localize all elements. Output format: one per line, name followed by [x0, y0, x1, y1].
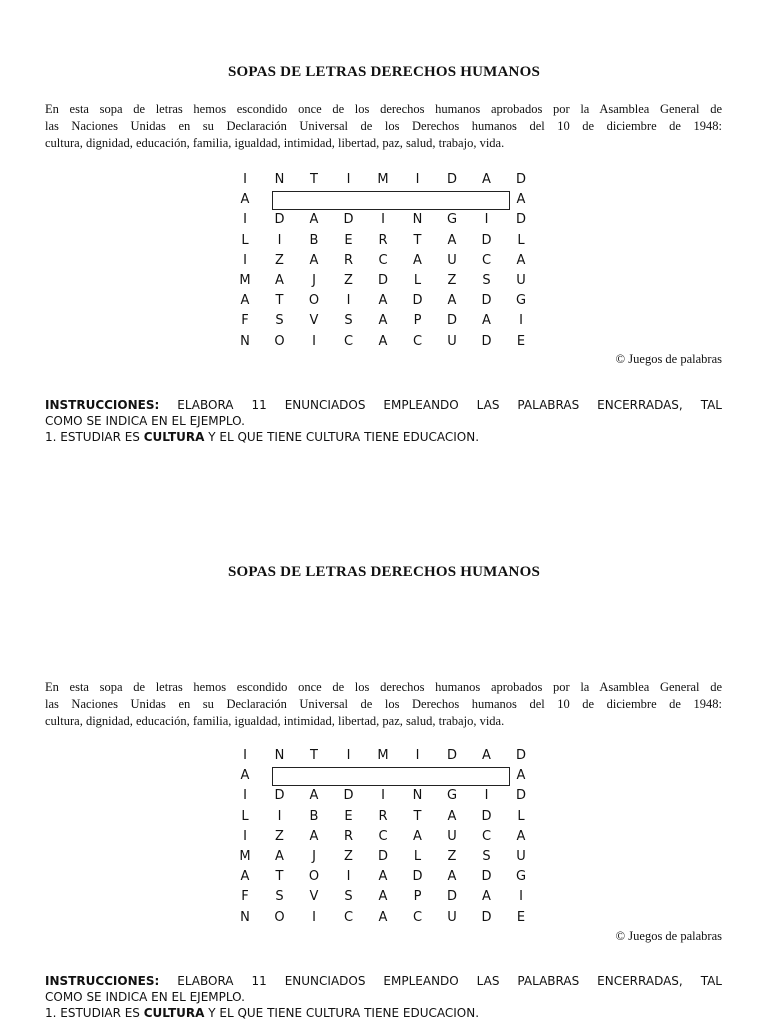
grid-letter: I	[277, 808, 282, 824]
grid-letter: V	[309, 889, 319, 905]
grid-letter: N	[240, 333, 250, 349]
grid-letter: N	[274, 172, 285, 187]
grid-row	[228, 332, 540, 352]
grid-letter: S	[275, 889, 284, 905]
grid-letter: D	[446, 748, 457, 763]
grid-letter: N	[412, 788, 423, 804]
grid-letter: A	[447, 869, 457, 885]
grid-letter: A	[309, 788, 319, 804]
answer-box	[272, 767, 511, 786]
grid-row	[228, 231, 540, 251]
grid-letter: S	[344, 889, 353, 905]
grid-letter: D	[515, 748, 526, 763]
grid-row	[228, 291, 540, 311]
grid-letter: O	[274, 909, 285, 925]
grid-letter: R	[343, 252, 354, 268]
grid-row	[228, 251, 540, 271]
grid-letter: N	[412, 212, 423, 228]
grid-letter: T	[275, 293, 284, 309]
grid-letter: G	[515, 293, 527, 309]
grid-row	[228, 271, 540, 291]
grid-letter: I	[484, 212, 489, 228]
intro-line: cultura, dignidad, educación, familia, igualdad, intimidad, libertad, paz, salud, trabajo, vida.	[45, 136, 505, 150]
grid-letter: C	[412, 909, 423, 925]
grid-letter: O	[308, 293, 320, 309]
grid-letter: L	[241, 232, 249, 248]
copyright-note: © Juegos de palabras	[615, 352, 722, 366]
page-title: SOPAS DE LETRAS DERECHOS HUMANOS	[227, 64, 540, 80]
grid-letter: I	[312, 909, 316, 925]
grid-letter: B	[309, 808, 319, 824]
grid-letter: D	[446, 889, 457, 905]
grid-letter: D	[274, 212, 285, 228]
grid-letter: I	[346, 293, 351, 309]
grid-letter: A	[378, 869, 388, 885]
grid-letter: A	[378, 333, 388, 349]
grid-letter: T	[413, 808, 422, 824]
grid-letter: A	[240, 192, 250, 208]
grid-letter: S	[482, 273, 491, 288]
grid-row	[228, 170, 540, 190]
example-bold-word: CULTURA	[143, 1006, 205, 1020]
grid-row	[228, 807, 540, 827]
grid-letter: U	[516, 273, 526, 288]
grid-letter: D	[481, 333, 492, 349]
grid-letter: D	[412, 869, 423, 885]
grid-letter: D	[481, 869, 492, 885]
instructions	[45, 397, 722, 445]
grid-letter: A	[378, 889, 388, 905]
grid-letter: U	[447, 252, 457, 268]
example-line	[45, 429, 722, 445]
grid-letter: I	[346, 869, 351, 885]
grid-letter: C	[378, 252, 388, 268]
grid-letter: G	[515, 869, 527, 885]
instructions-line	[45, 397, 722, 413]
grid-letter: D	[515, 212, 526, 228]
example-prefix: 1. ESTUDIAR ES	[45, 430, 144, 444]
grid-letter: C	[481, 828, 492, 844]
grid-letter: I	[519, 313, 523, 329]
grid-letter: A	[309, 252, 319, 268]
grid-letter: A	[413, 252, 422, 268]
grid-letter: V	[309, 313, 319, 329]
grid-letter: A	[447, 808, 457, 824]
grid-row	[228, 847, 540, 867]
grid-letter: C	[481, 252, 492, 268]
grid-letter: A	[275, 849, 284, 864]
grid-letter: S	[482, 849, 491, 864]
grid-letter: A	[482, 313, 491, 329]
grid-letter: E	[344, 232, 353, 248]
grid-row	[228, 867, 540, 887]
grid-letter: D	[377, 849, 388, 864]
intro-paragraph	[45, 679, 722, 730]
grid-letter: A	[275, 273, 284, 288]
grid-letter: L	[241, 808, 249, 824]
grid-letter: A	[413, 828, 422, 844]
grid-letter: D	[274, 788, 285, 804]
grid-letter: D	[481, 808, 492, 824]
answer-box	[272, 191, 511, 210]
grid-letter: S	[275, 313, 284, 329]
grid-letter: I	[415, 748, 420, 763]
grid-letter: A	[482, 889, 491, 905]
grid-letter: I	[346, 748, 351, 763]
grid-letter: I	[243, 252, 247, 268]
grid-letter: I	[519, 889, 523, 905]
grid-letter: I	[381, 788, 385, 804]
instructions-label: INSTRUCCIONES:	[45, 974, 160, 988]
grid-letter: A	[240, 293, 250, 309]
grid-letter: M	[377, 748, 389, 763]
grid-row	[228, 827, 540, 847]
grid-letter: T	[413, 232, 422, 248]
grid-letter: T	[275, 869, 284, 885]
instructions	[45, 973, 722, 1021]
instructions-line-2: COMO SE INDICA EN EL EJEMPLO.	[45, 414, 245, 428]
word-search-grid	[228, 746, 540, 928]
grid-letter: Z	[447, 273, 457, 288]
grid-letter: D	[412, 293, 423, 309]
grid-letter: P	[413, 889, 422, 905]
grid-letter: A	[378, 909, 388, 925]
intro-line: las Naciones Unidas en su Declaración Universal de los Derechos humanos del 10 de diciembre de 1948:	[45, 697, 722, 711]
grid-letter: S	[344, 313, 353, 329]
grid-row	[228, 786, 540, 806]
grid-letter: E	[516, 909, 526, 925]
grid-letter: J	[312, 273, 316, 288]
grid-letter: A	[309, 828, 319, 844]
grid-letter: L	[517, 232, 525, 248]
word-search-grid	[228, 170, 540, 352]
grid-letter: Z	[344, 849, 353, 864]
grid-letter: A	[516, 768, 526, 784]
grid-letter: T	[310, 172, 318, 187]
intro-line: En esta sopa de letras hemos escondido once de los derechos humanos aprobados por la Asamblea General de	[45, 680, 722, 694]
grid-letter: D	[377, 273, 388, 288]
grid-letter: I	[312, 333, 316, 349]
grid-letter: M	[377, 172, 389, 187]
instructions-line	[45, 973, 722, 989]
grid-letter: T	[310, 748, 318, 763]
grid-letter: A	[240, 768, 250, 784]
grid-letter: D	[481, 293, 492, 309]
grid-letter: C	[412, 333, 423, 349]
grid-letter: E	[344, 808, 353, 824]
grid-letter: A	[482, 748, 491, 763]
intro-line: cultura, dignidad, educación, familia, igualdad, intimidad, libertad, paz, salud, trabajo, vida.	[45, 714, 505, 728]
grid-row	[228, 210, 540, 230]
grid-letter: G	[446, 212, 458, 228]
grid-letter: L	[517, 808, 525, 824]
grid-letter: I	[243, 788, 247, 804]
grid-letter: I	[243, 828, 247, 844]
grid-letter: D	[515, 788, 526, 804]
grid-letter: U	[516, 849, 526, 864]
grid-letter: C	[378, 828, 388, 844]
grid-row	[228, 311, 540, 331]
grid-letter: D	[515, 172, 526, 187]
grid-letter: F	[241, 313, 249, 329]
grid-letter: N	[240, 909, 250, 925]
grid-letter: A	[516, 192, 526, 208]
instructions-text: ELABORA 11 ENUNCIADOS EMPLEANDO LAS PALABRAS ENCERRADAS, TAL	[159, 974, 722, 988]
grid-letter: U	[447, 333, 457, 349]
grid-letter: L	[413, 849, 422, 864]
grid-letter: Z	[275, 252, 284, 268]
intro-paragraph	[45, 101, 722, 152]
grid-letter: U	[447, 828, 457, 844]
grid-letter: I	[415, 172, 420, 187]
grid-letter: A	[378, 293, 388, 309]
grid-letter: D	[446, 313, 457, 329]
example-prefix: 1. ESTUDIAR ES	[45, 1006, 144, 1020]
grid-letter: E	[516, 333, 526, 349]
intro-line: En esta sopa de letras hemos escondido once de los derechos humanos aprobados por la Asamblea General de	[45, 102, 722, 116]
grid-letter: O	[274, 333, 285, 349]
grid-letter: L	[413, 273, 422, 288]
grid-letter: D	[446, 172, 457, 187]
grid-letter: A	[482, 172, 491, 187]
grid-letter: A	[240, 869, 250, 885]
grid-letter: R	[343, 828, 354, 844]
grid-letter: D	[481, 909, 492, 925]
grid-letter: R	[378, 808, 388, 824]
instructions-text: ELABORA 11 ENUNCIADOS EMPLEANDO LAS PALABRAS ENCERRADAS, TAL	[159, 398, 722, 412]
grid-letter: N	[274, 748, 285, 763]
grid-letter: P	[413, 313, 422, 329]
grid-letter: D	[343, 212, 354, 228]
grid-letter: I	[346, 172, 351, 187]
example-line	[45, 1005, 722, 1021]
grid-letter: Z	[344, 273, 353, 288]
example-bold-word: CULTURA	[143, 430, 205, 444]
grid-letter: G	[446, 788, 458, 804]
example-suffix: Y EL QUE TIENE CULTURA TIENE EDUCACION.	[204, 430, 480, 444]
grid-letter: Z	[275, 828, 284, 844]
grid-letter: U	[447, 909, 457, 925]
grid-letter: C	[343, 333, 354, 349]
page-title: SOPAS DE LETRAS DERECHOS HUMANOS	[227, 564, 540, 580]
grid-letter: A	[447, 232, 457, 248]
grid-letter: A	[309, 212, 319, 228]
grid-letter: A	[516, 828, 526, 844]
grid-letter: M	[239, 273, 251, 288]
grid-row	[228, 746, 540, 766]
grid-letter: R	[378, 232, 388, 248]
grid-letter: I	[243, 172, 247, 187]
grid-letter: I	[484, 788, 489, 804]
grid-row	[228, 908, 540, 928]
grid-letter: M	[239, 849, 251, 864]
grid-letter: O	[308, 869, 320, 885]
instructions-label: INSTRUCCIONES:	[45, 398, 160, 412]
grid-letter: D	[343, 788, 354, 804]
grid-letter: I	[381, 212, 385, 228]
intro-line: las Naciones Unidas en su Declaración Universal de los Derechos humanos del 10 de diciembre de 1948:	[45, 119, 722, 133]
grid-letter: Z	[447, 849, 457, 864]
example-suffix: Y EL QUE TIENE CULTURA TIENE EDUCACION.	[204, 1006, 480, 1020]
copyright-note: © Juegos de palabras	[615, 929, 722, 943]
grid-letter: B	[309, 232, 319, 248]
grid-letter: D	[481, 232, 492, 248]
grid-letter: I	[277, 232, 282, 248]
grid-letter: J	[312, 849, 316, 864]
grid-letter: F	[241, 889, 249, 905]
grid-letter: C	[343, 909, 354, 925]
grid-row	[228, 887, 540, 907]
grid-letter: I	[243, 748, 247, 763]
grid-letter: A	[516, 252, 526, 268]
instructions-line-2: COMO SE INDICA EN EL EJEMPLO.	[45, 990, 245, 1004]
grid-letter: I	[243, 212, 247, 228]
grid-letter: A	[447, 293, 457, 309]
grid-letter: A	[378, 313, 388, 329]
